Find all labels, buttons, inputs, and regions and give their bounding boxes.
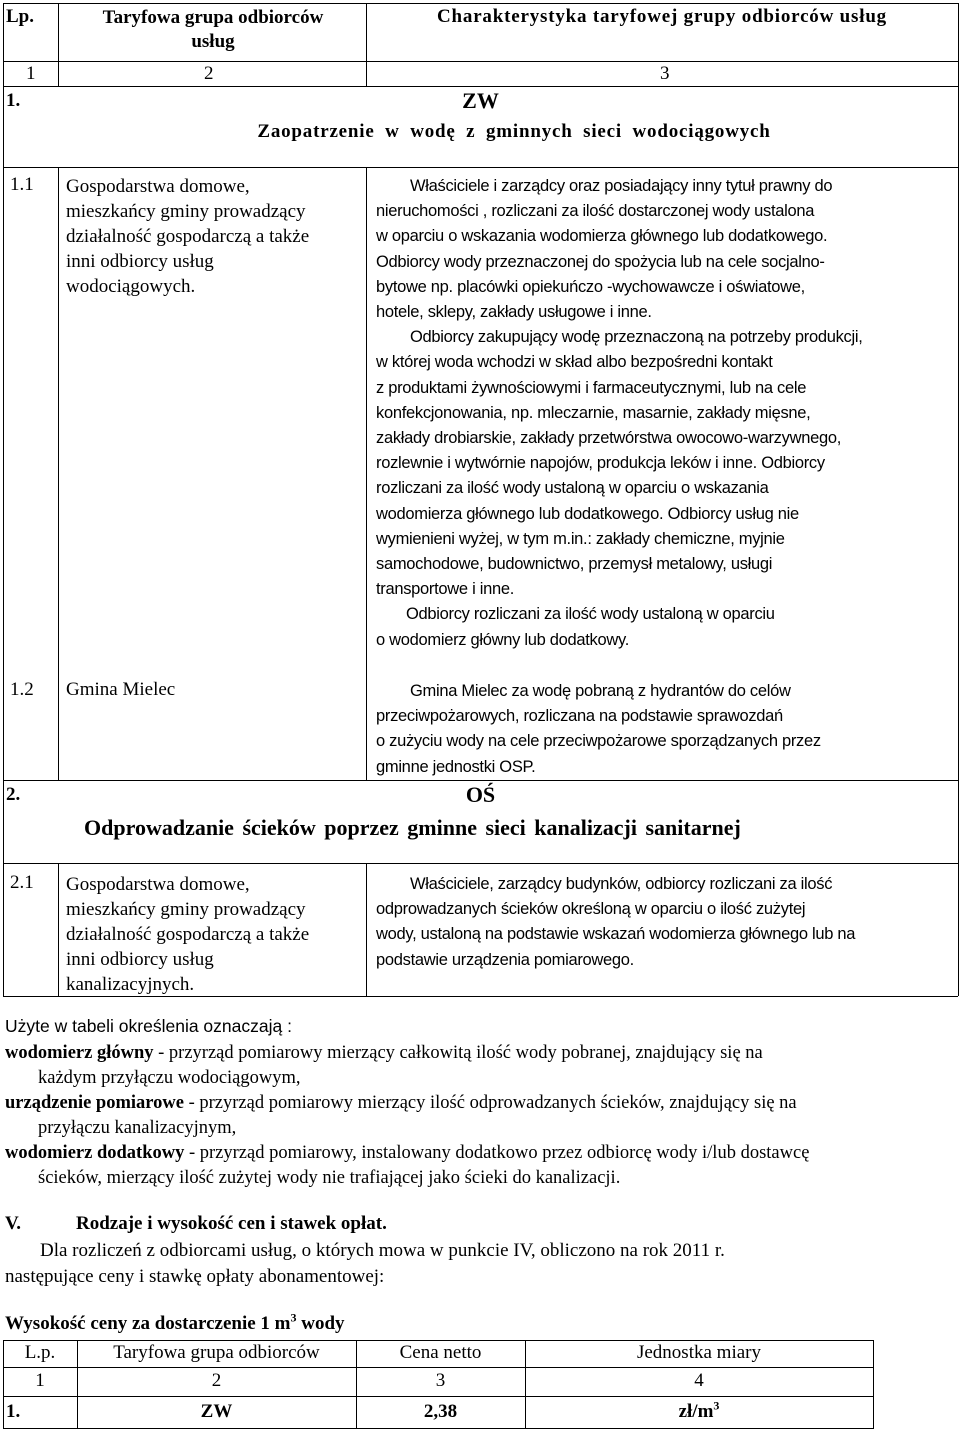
section-v-number: V. [5,1213,22,1234]
section2-code: OŚ [465,782,496,807]
price-row-price: 2,38 [423,1401,458,1422]
definitions-list: wodomierz główny - przyrząd pomiarowy mierzący całkowitą ilość wody pobranej, znajdujący się na każdym przyłączu wodociągowym, urządzenie pomiarowe - przyrząd pomiarowy mierzący ilość odprowadzanych ścieków, znajdujący się na przyłączu kanalizacyjnym, wodomierz dodatkowy - przyrząd pomiarowy, instalowany dodatkowo przez odbiorcę wody i/lub dostawcę ścieków, mierzący ilość zużytej wody nie trafiającej jako ścieki do kanalizacji. [5,1043,810,1188]
section1-number: 1. [6,90,21,111]
price-row-unit: $zł/m^3$ [678,1398,720,1422]
row-2-1-number: 2.1 [10,872,34,893]
price-header-group: Taryfowa grupa odbiorców [113,1342,320,1363]
price-header-lp: L.p. [24,1342,56,1363]
row-2-1-description: Właściciele, zarządcy budynków, odbiorcy rozliczani za ilość odprowadzanych ścieków określoną w oparciu o ilość zużytej wody, ustaloną na podstawie wskazań wodomierza głównego lub na podstawie urządzenia pomiarowego. [376,875,856,969]
price-row-group: ZW [200,1401,233,1422]
header-group: Taryfowa grupa odbiorców usług [102,7,324,52]
row-1-2-group: Gmina Mielec [66,679,176,700]
definition-item: urządzenie pomiarowe - przyrząd pomiarowy mierzący ilość odprowadzanych ścieków, znajdujący się na [5,1093,797,1113]
section-v-line1: Dla rozliczeń z odbiorcami usług, o których mowa w punkcie IV, obliczono na rok 2011 r. [40,1240,725,1261]
header-characteristic: Charakterystyka taryfowej grupy odbiorców usług [437,6,887,27]
row-1-1-description: Właściciele i zarządcy oraz posiadający inny tytuł prawny do nieruchomości , rozliczani za ilość dostarczonej wody ustalona w oparciu o wskazania wodomierza głównego lub dodatkowego. Odbiorcy wody przeznaczonej do spożycia lub na cele socjalno- bytowe np. placówki opiekuńczo -wychowawcze i oświatowe, hotele, sklepy, zakłady usługowe i inne. Odbiorcy zakupujący wodę przeznaczoną na potrzeby produkcji, w której woda wchodzi w skład albo bezpośredni kontakt z produktami żywnościowymi i farmaceutycznymi, lub na cele konfekcjonowania, np. mleczarnie, masarnie, zakłady mięsne, zakłady drobiarskie, zakłady przetwórstwa owocowo-warzywnego, rozlewnie i wytwórnie napojów, produkcja leków i inne. Odbiorcy rozliczani za ilość wody ustaloną w oparciu o wskazania wodomierza głównego lub dodatkowego. Odbiorcy usług nie wymienieni wyżej, w tym m.in.: zakłady chemiczne, myjnie samochodowe, budownictwo, przemysł metalowy, usługi transportowe i inne. Odbiorcy rozliczani za ilość wody ustaloną w oparciu o wodomierz główny lub dodatkowy. [376,177,863,649]
col-number-3: 3 [660,63,670,84]
definitions-intro: Użyte w tabeli określenia oznaczają : [5,1016,292,1036]
definition-item: wodomierz dodatkowy - przyrząd pomiarowy, instalowany dodatkowo przez odbiorcę wody i/lub dostawcę [5,1143,810,1163]
price-header-unit: Jednostka miary [636,1342,761,1363]
section1-title: Zaopatrzenie w wodę z gminnych sieci wodociągowych [257,121,771,142]
section-v-line2: następujące ceny i stawkę opłaty abonamentowej: [5,1266,385,1287]
price-col-number-3: 3 [435,1370,446,1391]
row-1-2-description: Gmina Mielec za wodę pobraną z hydrantów do celów przeciwpożarowych, rozliczana na podstawie sprawozdań o zużyciu wody na cele przeciwpożarowe sporządzanych przez gminne jednostki OSP. [376,682,821,776]
price-table-heading: Wysokość ceny za dostarczenie 1 $m^3$ wody [5,1310,345,1334]
price-col-number-1: 1 [35,1370,45,1391]
col-number-1: 1 [26,63,36,84]
row-1-1-number: 1.1 [10,174,34,195]
row-1-1-group: Gospodarstwa domowe, mieszkańcy gminy prowadzący działalność gospodarczą a także inni odbiorcy usług wodociągowych. [66,176,310,297]
price-col-number-4: 4 [694,1370,704,1391]
section1-code: ZW [462,88,499,113]
header-lp: Lp. [6,6,34,27]
col-number-2: 2 [204,63,214,84]
row-2-1-group: Gospodarstwa domowe, mieszkańcy gminy prowadzący działalność gospodarczą a także inni odbiorcy usług kanalizacyjnych. [66,874,310,995]
section-v-title: Rodzaje i wysokość cen i stawek opłat. [76,1213,387,1234]
price-col-number-2: 2 [211,1370,222,1391]
definition-item: wodomierz główny - przyrząd pomiarowy mierzący całkowitą ilość wody pobranej, znajdujący się na [5,1043,763,1063]
section2-title: Odprowadzanie ścieków poprzez gminne sieci kanalizacji sanitarnej [84,815,741,840]
row-1-2-number: 1.2 [10,679,34,700]
price-header-price: Cena netto [399,1342,482,1363]
price-row-lp: 1. [6,1401,21,1422]
section2-number: 2. [6,784,21,805]
